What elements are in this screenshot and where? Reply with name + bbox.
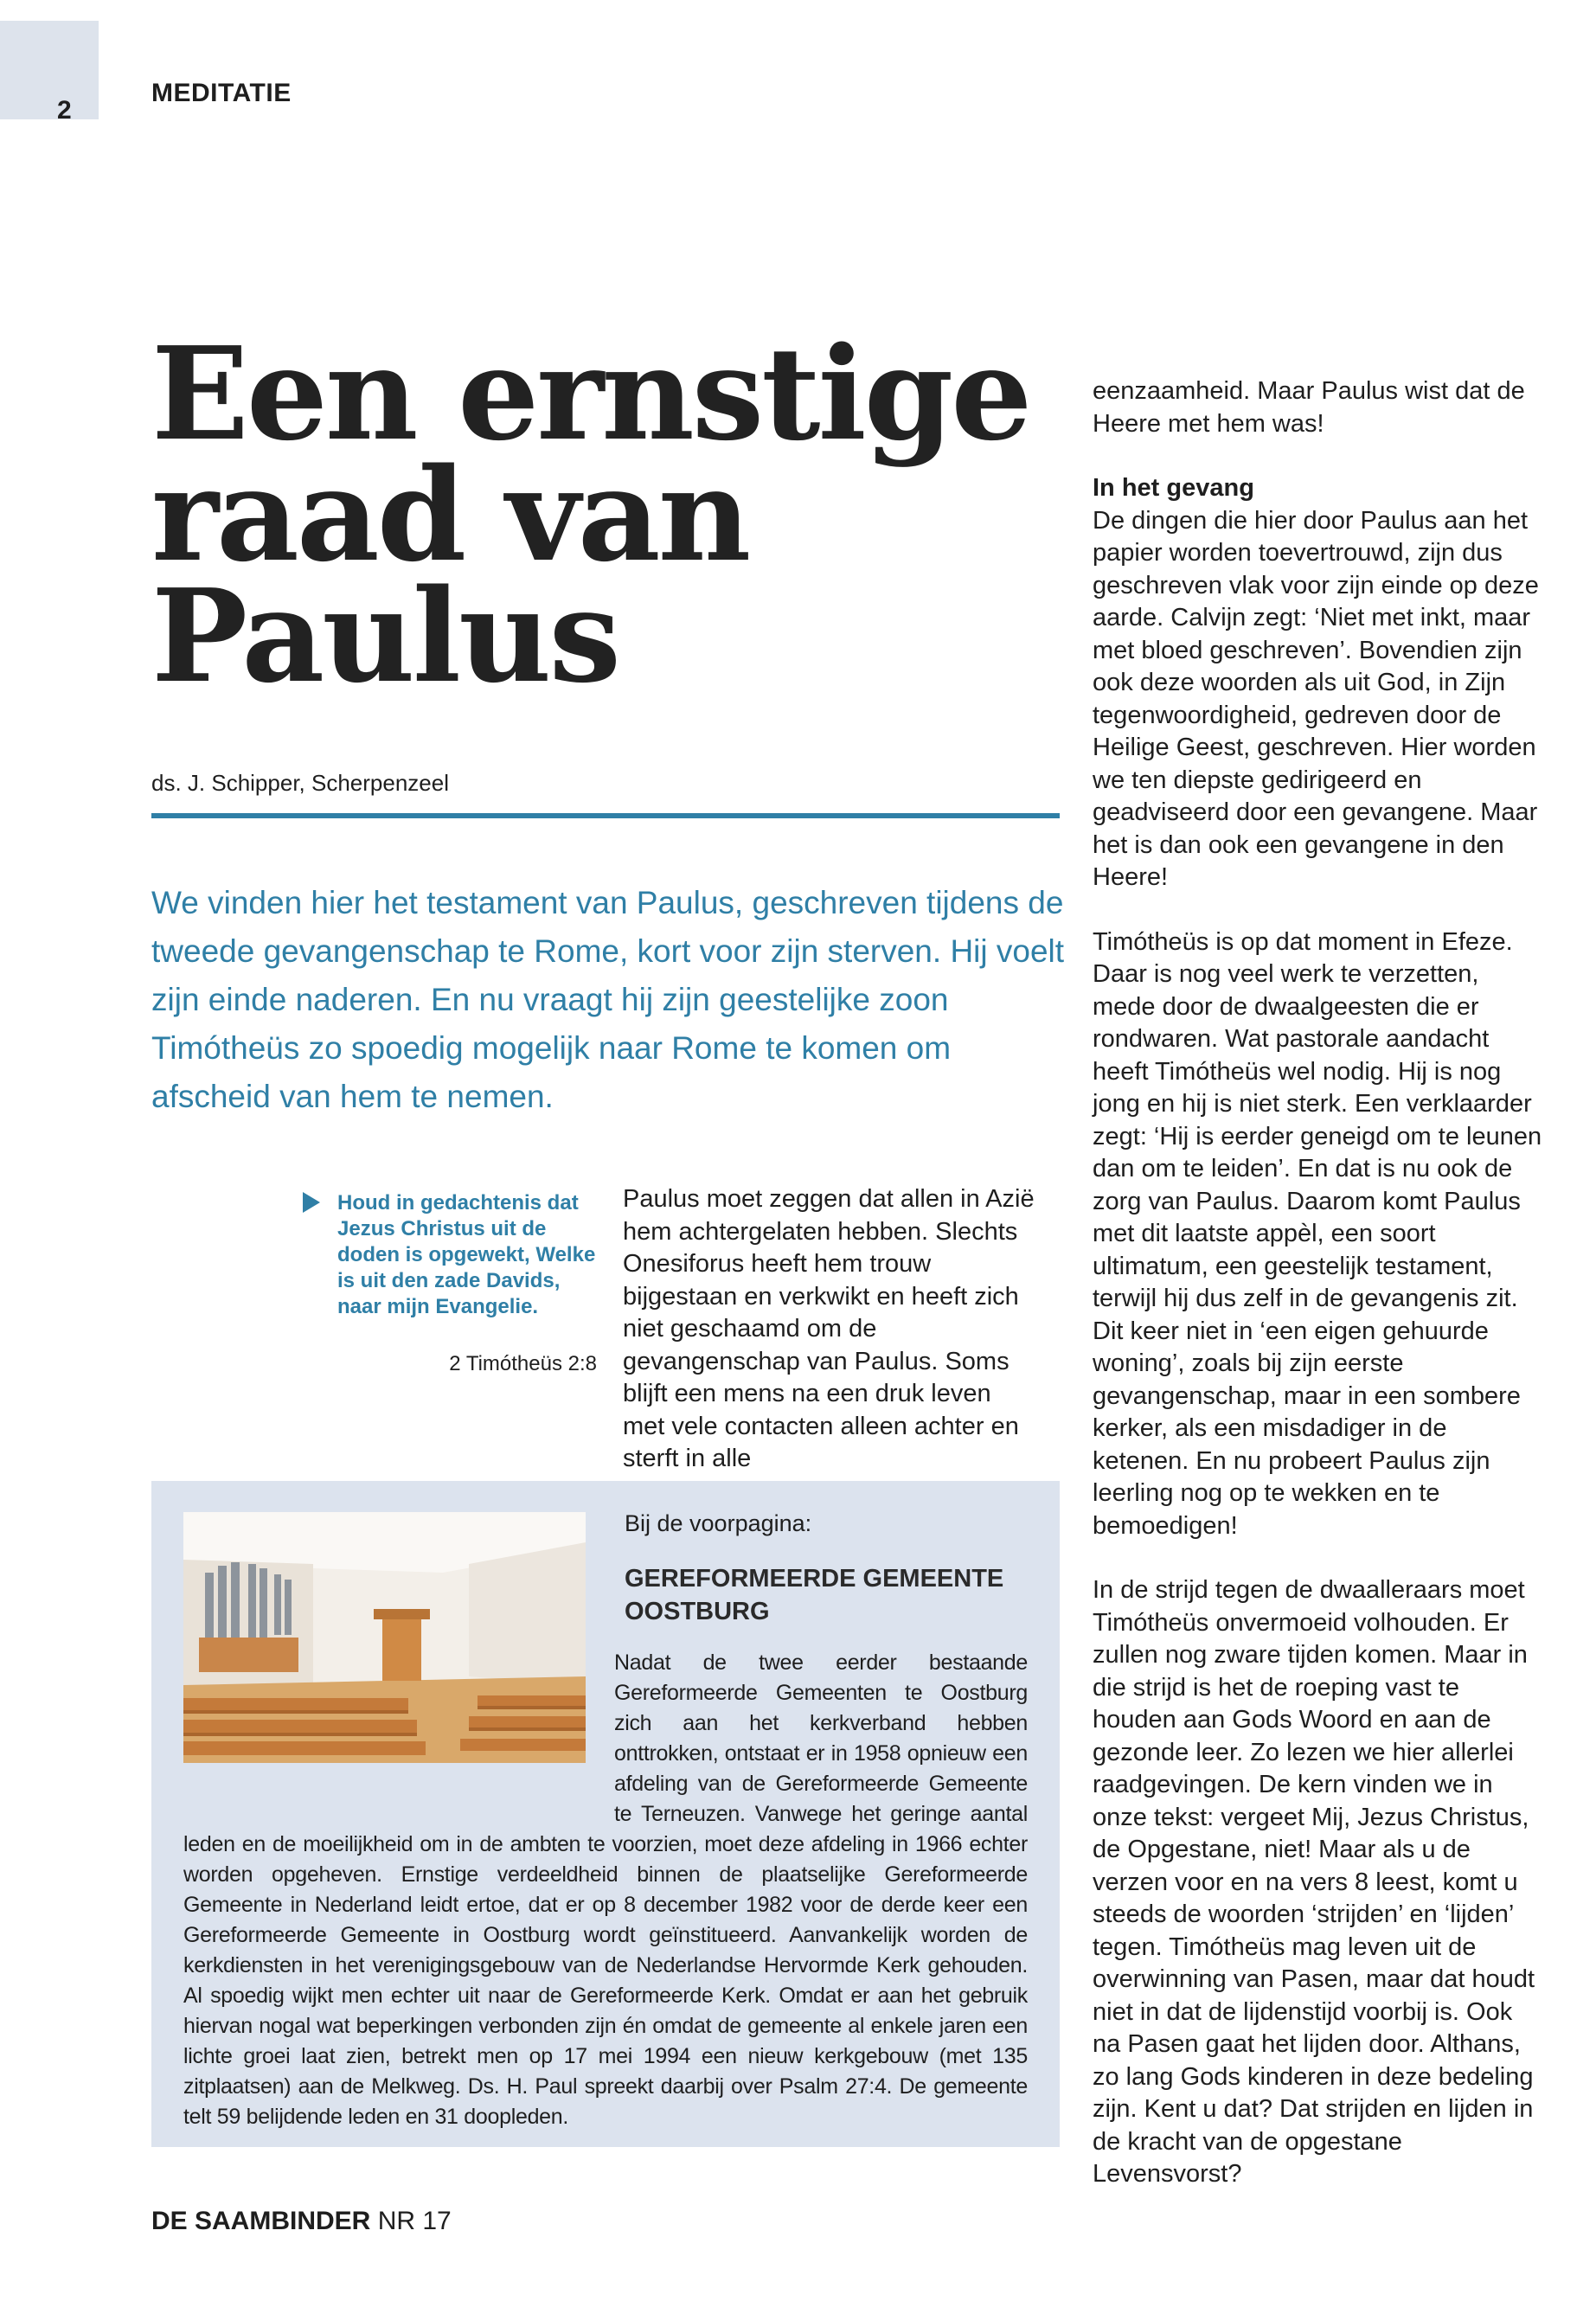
body-paragraph: Timótheüs is op dat moment in Efeze. Daar is nog veel werk te verzetten, mede door de dwaalgeesten die er rondwaren. Wat pastorale aandacht heeft Timótheüs wel nodig. Hij is nog jong en hij is niet sterk. Een verklaarder zegt: ‘Hij is eerder geneigd om te leunen dan om te leiden’. En dat is nu ook de zorg van Paulus. Daarom komt Paulus met dit laatste appèl, een soort ultimatum, een geestelijk testament, terwijl hij dus zelf in de gevangenis zit. Dit keer niet in ‘een eigen gehuurde woning’, zoals bij zijn eerste gevangenschap, maar in een sombere kerker, als een misdadiger in de ketenen. En nu probeert Paulus zijn leerling nog op te wekken en te bemoedigen! (1093, 927, 1542, 1540)
sidebar-text-block (183, 1648, 1028, 2132)
title-line: Een ernstige (151, 318, 1030, 469)
body-paragraph: De dingen die hier door Paulus aan het papier worden toevertrouwd, zijn dus geschreven vlak voor zijn einde op deze aarde. Calvijn zegt: ‘Niet met inkt, maar met bloed geschreven’. Bovendien zijn ook deze woorden als uit God, in Zijn tegenwoordigheid, gedreven door de Heilige Geest, geschreven. Hier worden we ten diepste gedirigeerd en geadviseerd door een gevangene. Maar het is dan ook een gevangene in den Heere! (1093, 506, 1539, 891)
title-line: Paulus (151, 561, 619, 711)
article-title (151, 318, 1030, 711)
publication-name: DE SAAMBINDER (151, 2207, 371, 2235)
body-column-middle: Paulus moet zeggen dat allen in Azië hem achtergelaten hebben. Slechts Onesiforus heeft hem trouw bijgestaan en verkwikt en heeft zich niet geschaamd om de gevangenschap van Paulus. Soms blijft een mens na een druk leven met vele contacten alleen achter en sterft in alle (623, 1185, 1035, 1472)
sidebar-kicker: Bij de voorpagina: (625, 1510, 812, 1536)
intro-paragraph: We vinden hier het testament van Paulus, geschreven tijdens de tweede gevangenschap te Rome, kort voor zijn sterven. Hij voelt zijn einde naderen. En nu vraagt hij zijn geestelijke zoon Timótheüs zo spoedig mogelijk naar Rome te komen om afscheid van hem te nemen. (151, 885, 1065, 1114)
body-paragraph: eenzaamheid. Maar Paulus wist dat de Heere met hem was! (1093, 377, 1525, 438)
sidebar-heading: GEREFORMEERDE GEMEENTE OOSTBURG (625, 1565, 1004, 1625)
body-column-right (1093, 375, 1542, 2191)
issue-number: NR 17 (377, 2207, 452, 2235)
body-paragraph: In de strijd tegen de dwaalleraars moet Timótheüs onvermoeid volhouden. Er zullen nog zware tijden komen. Maar in die strijd is het de roeping vast te houden aan Gods Woord en aan de gezonde leer. Zo lezen we hier allerlei raadgevingen. De kern vinden we in onze tekst: vergeet Mij, Jezus Christus, de Opgestane, niet! Maar als u de verzen voor en na vers 8 leest, komt u steeds de woorden ‘strijden’ en ‘lijden’ tegen. Timótheüs mag leven uit de overwinning van Pasen, maar dat houdt niet in dat de lijdenstijd voorbij is. Ook na Pasen gaat het lijden door. Althans, zo lang Gods kinderen in deze bedeling zijn. Kent u dat? Dat strijden en lijden in de kracht van de opgestane Levensvorst? (1093, 1576, 1535, 2188)
footer (151, 2204, 452, 2239)
sidebar-text: Nadat de twee eerder bestaande Gereformeerde Gemeenten te Oostburg zich aan het kerkverband hebben onttrokken, ontstaat er in 1958 opnieuw een afdeling van de Gereformeerde Gemeente te Terneuzen. Vanwege het geringe aantal leden en de moeilijkheid om in de ambten te voorzien, moet deze afdeling in 1966 echter worden opgeheven. Ernstige verdeeldheid binnen de plaatselijke Gereformeerde Gemeente in Nederland leidt ertoe, dat er op 8 december 1982 voor de derde keer een Gereformeerde Gemeente in Oostburg wordt geïnstitueerd. Aanvankelijk worden de kerkdiensten in het verenigingsgebouw van de Nederlandse Hervormde Kerk gehouden. Al spoedig wijkt men echter uit naar de Gereformeerde Kerk. Omdat er aan het gebruik hiervan nogal wat beperkingen verbonden zijn én omdat de gemeente al enkele jaren een lichte groei laat zien, betrekt men op 17 mei 1994 een nieuw kerkgebouw (met 135 zitplaatsen) aan de Melkweg. Ds. H. Paul spreekt daarbij over Psalm 27:4. De gemeente telt 59 belijdende leden en 31 doopleden. (183, 1650, 1028, 2129)
quote-reference: 2 Timótheüs 2:8 (449, 1352, 597, 1375)
divider (151, 813, 1060, 818)
triangle-arrow-icon (303, 1192, 320, 1213)
author-byline: ds. J. Schipper, Scherpenzeel (151, 770, 449, 796)
section-label: MEDITATIE (151, 79, 292, 107)
title-line: raad van (151, 439, 749, 590)
quote-text: Houd in gedachtenis dat Jezus Christus uit de doden is opgewekt, Welke is uit den zade Davids, naar mijn Evangelie. (337, 1191, 596, 1318)
subheading: In het gevang (1093, 474, 1254, 502)
page-number-tab (0, 21, 99, 125)
page-number: 2 (57, 96, 72, 125)
